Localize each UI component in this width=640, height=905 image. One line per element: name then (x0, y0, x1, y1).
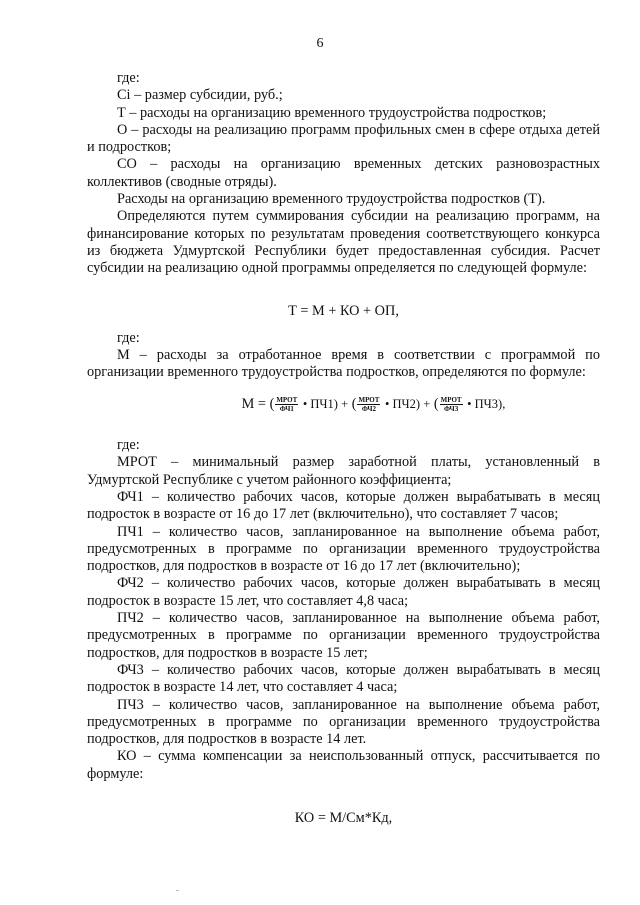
page-number: 6 (316, 36, 324, 51)
definition-ko: КО – сумма компенсации за неиспользованный отпуск, рассчитывается по формуле: (87, 748, 600, 782)
fraction-2-numerator: МРОТ (358, 395, 380, 404)
fraction-1-numerator: МРОТ (276, 395, 298, 404)
fraction-1 (275, 396, 298, 413)
definition-mrot: МРОТ – минимальный размер заработной платы, установленный в Удмуртской Республике с учетом районного коэффициента; (87, 454, 600, 488)
formula-m-term-3: • ПЧ3), (467, 396, 506, 411)
definition-pch3: ПЧ3 – количество часов, запланированное на выполнение объема работ, предусмотренных в программе по организации временного трудоустройства подростков, для подростков в возрасте 14 лет. (87, 696, 600, 748)
fraction-3-denominator: ФЧ3 (443, 404, 459, 413)
paragraph-summation: Определяются путем суммирования субсидии на реализацию программ, на финансирование которых по результатам проведения соответствующего конкурса из бюджета Удмуртской Республики будет предоставленная субсидия. Расчет субсидии на реализацию одной программы определяется по следующей формуле: (87, 208, 600, 277)
definition-fch2: ФЧ2 – количество рабочих часов, которые должен вырабатывать в месяц подросток в возрасте 15 лет, что составляет 4,8 часа; (87, 575, 600, 609)
scan-mark (176, 890, 179, 891)
formula-m-paren-2: ( (351, 395, 357, 412)
definition-t: Т – расходы на организацию временного трудоустройства подростков; (117, 104, 547, 121)
fraction-2 (357, 396, 380, 413)
where-label: где: (117, 329, 140, 346)
formula-m-term-1: • ПЧ1) + (302, 396, 349, 411)
formula-m (87, 396, 600, 413)
where-label: где: (117, 437, 140, 454)
definition-pch2: ПЧ2 – количество часов, запланированное на выполнение объема работ, предусмотренных в программе по организации временного трудоустройства подростков, для подростков в возрасте 15 лет; (87, 610, 600, 661)
definition-so: СО – расходы на организацию временных детских разновозрастных коллективов (сводные отряды). (87, 156, 600, 190)
fraction-2-denominator: ФЧ2 (361, 404, 377, 413)
definition-fch1: ФЧ1 – количество рабочих часов, которые должен вырабатывать в месяц подросток в возрасте от 16 до 17 лет (включительно), что составляет 7 часов; (87, 488, 600, 523)
definition-o: О – расходы на реализацию программ профильных смен в сфере отдыха детей и подростков; (87, 121, 600, 156)
definition-ci: Сi – размер субсидии, руб.; (117, 87, 283, 104)
formula-m-paren-3: ( (433, 395, 439, 412)
definition-m: М – расходы за отработанное время в соответствии с программой по организации временного трудоустройства подростков, определяются по формуле: (87, 347, 600, 381)
definition-pch1: ПЧ1 – количество часов, запланированное на выполнение объема работ, предусмотренных в программе по организации временного трудоустройства подростков, для подростков в возрасте от 16 до 17 лет (включительно); (87, 523, 600, 575)
formula-ko: КО = М/См*Кд, (294, 809, 393, 826)
document-body (87, 70, 600, 827)
fraction-3-numerator: МРОТ (440, 395, 462, 404)
where-label: где: (117, 70, 140, 86)
fraction-3 (440, 396, 463, 413)
fraction-1-denominator: ФЧ1 (279, 404, 294, 413)
definition-fch3: ФЧ3 – количество рабочих часов, которые должен вырабатывать в месяц подросток в возрасте 14 лет, что составляет 4 часа; (87, 661, 600, 696)
formula-m-term-2: • ПЧ2) + (385, 396, 431, 411)
section-heading-t: Расходы на организацию временного трудоустройства подростков (Т). (117, 191, 546, 208)
formula-t: Т = М + КО + ОП, (288, 302, 399, 319)
formula-m-lhs: М = ( (241, 395, 275, 412)
